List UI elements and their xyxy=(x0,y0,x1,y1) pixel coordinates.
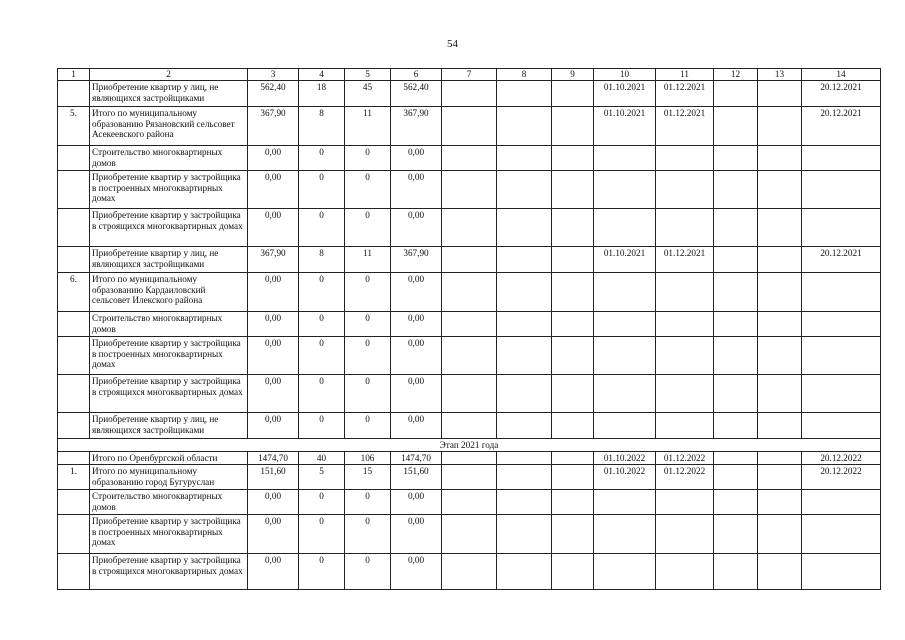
table-cell: 45 xyxy=(345,81,391,107)
table-cell xyxy=(594,413,656,439)
table-cell xyxy=(442,81,497,107)
table-cell xyxy=(714,337,758,375)
table-row xyxy=(58,490,881,515)
table-cell xyxy=(802,171,881,209)
column-number: 4 xyxy=(299,69,345,81)
row-description: Приобретение квартир у застройщика в построенных многоквартирных домах xyxy=(90,171,248,209)
table-row xyxy=(58,465,881,490)
row-description: Приобретение квартир у застройщика в строящихся многоквартирных домах xyxy=(90,554,248,590)
table-cell xyxy=(594,273,656,312)
table-cell: 0 xyxy=(345,490,391,515)
table-cell xyxy=(552,81,594,107)
table-cell xyxy=(802,413,881,439)
column-number: 6 xyxy=(391,69,442,81)
table-cell xyxy=(656,337,714,375)
table-cell xyxy=(552,413,594,439)
column-number-row xyxy=(58,69,881,81)
table-cell: 01.10.2022 xyxy=(594,465,656,490)
table-cell: 8 xyxy=(299,247,345,273)
table-cell xyxy=(497,490,552,515)
table-cell xyxy=(656,312,714,337)
table-cell xyxy=(442,337,497,375)
table-cell: 0 xyxy=(299,375,345,413)
table-cell xyxy=(497,273,552,312)
table-cell xyxy=(497,107,552,146)
table-cell xyxy=(656,515,714,554)
table-cell xyxy=(552,515,594,554)
table-cell: 20.12.2021 xyxy=(802,247,881,273)
table-cell xyxy=(656,209,714,247)
table-cell xyxy=(714,81,758,107)
table-cell xyxy=(497,375,552,413)
table-cell xyxy=(714,273,758,312)
table-cell xyxy=(594,209,656,247)
column-number: 7 xyxy=(442,69,497,81)
table-cell: 0,00 xyxy=(248,209,299,247)
table-cell: 01.12.2022 xyxy=(656,465,714,490)
table-cell: 8 xyxy=(299,107,345,146)
table-cell xyxy=(758,247,802,273)
table-cell xyxy=(758,465,802,490)
table-cell xyxy=(497,337,552,375)
stage-label: Этап 2021 года xyxy=(58,439,881,452)
table-cell: 562,40 xyxy=(391,81,442,107)
table-cell: 0 xyxy=(299,171,345,209)
row-index xyxy=(58,146,90,171)
table-cell xyxy=(442,273,497,312)
table-cell xyxy=(802,209,881,247)
table-cell: 20.12.2022 xyxy=(802,465,881,490)
table-cell xyxy=(802,490,881,515)
table-cell: 0 xyxy=(299,209,345,247)
table-cell xyxy=(802,375,881,413)
table-cell: 0 xyxy=(345,146,391,171)
column-number: 3 xyxy=(248,69,299,81)
row-index xyxy=(58,413,90,439)
page-number: 54 xyxy=(447,38,458,50)
table-cell xyxy=(497,515,552,554)
table-cell xyxy=(594,515,656,554)
table-cell: 1474,70 xyxy=(248,452,299,465)
table-cell: 0,00 xyxy=(248,171,299,209)
table-cell: 18 xyxy=(299,81,345,107)
table-cell xyxy=(656,413,714,439)
table-cell xyxy=(714,554,758,590)
table-cell: 0 xyxy=(345,312,391,337)
table-row xyxy=(58,171,881,209)
table-cell xyxy=(497,554,552,590)
table-cell xyxy=(594,171,656,209)
table-cell: 0,00 xyxy=(391,515,442,554)
table-cell xyxy=(442,515,497,554)
table-cell: 11 xyxy=(345,107,391,146)
table-cell: 0,00 xyxy=(391,337,442,375)
table-cell: 0,00 xyxy=(391,554,442,590)
table-cell xyxy=(552,171,594,209)
table-cell xyxy=(714,312,758,337)
table-row xyxy=(58,247,881,273)
table-cell xyxy=(802,554,881,590)
table-cell: 151,60 xyxy=(391,465,442,490)
table-cell xyxy=(442,554,497,590)
table-cell xyxy=(442,465,497,490)
table-cell xyxy=(552,375,594,413)
table-cell xyxy=(552,465,594,490)
table-cell xyxy=(714,107,758,146)
table-cell xyxy=(552,312,594,337)
column-number: 8 xyxy=(497,69,552,81)
table-cell xyxy=(714,452,758,465)
table-cell xyxy=(552,452,594,465)
row-index xyxy=(58,171,90,209)
program-table xyxy=(57,68,881,590)
table-cell xyxy=(758,490,802,515)
column-number: 12 xyxy=(714,69,758,81)
column-number: 13 xyxy=(758,69,802,81)
table-cell xyxy=(758,273,802,312)
table-row xyxy=(58,146,881,171)
table-cell: 0,00 xyxy=(248,312,299,337)
column-number: 1 xyxy=(58,69,90,81)
table-cell: 0 xyxy=(345,413,391,439)
row-description: Итого по муниципальному образованию Рязановский сельсовет Асекеевского района xyxy=(90,107,248,146)
table-cell xyxy=(552,554,594,590)
table-cell: 0 xyxy=(345,515,391,554)
row-index: 6. xyxy=(58,273,90,312)
table-cell xyxy=(758,337,802,375)
table-cell xyxy=(552,490,594,515)
table-cell: 20.12.2022 xyxy=(802,452,881,465)
row-description: Строительство многоквартирных домов xyxy=(90,490,248,515)
table-cell xyxy=(758,413,802,439)
table-cell xyxy=(497,247,552,273)
table-cell: 01.10.2021 xyxy=(594,81,656,107)
table-cell: 562,40 xyxy=(248,81,299,107)
table-cell: 0 xyxy=(345,337,391,375)
table-cell xyxy=(714,375,758,413)
table-cell xyxy=(497,312,552,337)
table-cell: 0 xyxy=(299,273,345,312)
table-cell xyxy=(758,146,802,171)
row-index: 1. xyxy=(58,465,90,490)
table-cell: 01.12.2021 xyxy=(656,81,714,107)
row-index xyxy=(58,209,90,247)
table-cell: 0 xyxy=(299,490,345,515)
table-cell: 367,90 xyxy=(391,107,442,146)
table-cell xyxy=(442,247,497,273)
table-cell: 20.12.2021 xyxy=(802,81,881,107)
table-cell xyxy=(758,515,802,554)
table-cell: 0 xyxy=(345,209,391,247)
table-cell xyxy=(714,209,758,247)
table-cell xyxy=(442,171,497,209)
table-cell xyxy=(714,413,758,439)
row-description: Приобретение квартир у застройщика в построенных многоквартирных домах xyxy=(90,515,248,554)
table-cell: 0,00 xyxy=(391,312,442,337)
table-cell xyxy=(594,337,656,375)
table-row xyxy=(58,375,881,413)
row-index xyxy=(58,375,90,413)
table-cell xyxy=(442,375,497,413)
table-cell: 11 xyxy=(345,247,391,273)
table-cell xyxy=(714,490,758,515)
row-description: Строительство многоквартирных домов xyxy=(90,146,248,171)
table-cell xyxy=(802,146,881,171)
table-cell xyxy=(552,337,594,375)
table-cell xyxy=(442,146,497,171)
table-cell xyxy=(758,375,802,413)
table-cell xyxy=(442,452,497,465)
table-row xyxy=(58,554,881,590)
table-cell xyxy=(442,312,497,337)
row-description: Приобретение квартир у застройщика в строящихся многоквартирных домах xyxy=(90,375,248,413)
row-description: Итого по муниципальному образованию город Бугуруслан xyxy=(90,465,248,490)
table-cell: 0,00 xyxy=(248,146,299,171)
table-cell xyxy=(594,375,656,413)
table-cell: 0,00 xyxy=(248,413,299,439)
table-cell xyxy=(552,107,594,146)
row-index xyxy=(58,312,90,337)
column-number: 11 xyxy=(656,69,714,81)
table-cell xyxy=(594,490,656,515)
table-cell: 5 xyxy=(299,465,345,490)
table-cell xyxy=(656,490,714,515)
row-index xyxy=(58,515,90,554)
row-description: Приобретение квартир у застройщика в построенных многоквартирных домах xyxy=(90,337,248,375)
table-cell xyxy=(442,490,497,515)
table-cell xyxy=(656,146,714,171)
table-cell: 367,90 xyxy=(248,107,299,146)
table-cell: 0,00 xyxy=(248,554,299,590)
table-cell xyxy=(656,554,714,590)
row-index xyxy=(58,452,90,465)
table-cell xyxy=(714,171,758,209)
row-index xyxy=(58,247,90,273)
stage-row xyxy=(58,439,881,452)
table-cell: 0 xyxy=(299,554,345,590)
table-cell: 1474,70 xyxy=(391,452,442,465)
row-index xyxy=(58,490,90,515)
table-row xyxy=(58,515,881,554)
table-cell xyxy=(758,312,802,337)
table-cell: 0 xyxy=(299,146,345,171)
table-cell xyxy=(656,375,714,413)
table-cell xyxy=(758,554,802,590)
table-cell: 0 xyxy=(299,515,345,554)
table-cell: 151,60 xyxy=(248,465,299,490)
column-number: 10 xyxy=(594,69,656,81)
table-cell xyxy=(497,413,552,439)
table-cell xyxy=(552,273,594,312)
table-cell xyxy=(442,209,497,247)
table-cell: 15 xyxy=(345,465,391,490)
table-cell: 0 xyxy=(345,171,391,209)
table-row xyxy=(58,209,881,247)
column-number: 14 xyxy=(802,69,881,81)
table-row xyxy=(58,312,881,337)
table-cell: 0,00 xyxy=(248,337,299,375)
column-number: 2 xyxy=(90,69,248,81)
column-number: 5 xyxy=(345,69,391,81)
table-cell: 0 xyxy=(345,273,391,312)
table-cell: 106 xyxy=(345,452,391,465)
table-cell: 0,00 xyxy=(391,490,442,515)
table-cell xyxy=(758,209,802,247)
table-cell: 0,00 xyxy=(391,171,442,209)
table-cell xyxy=(497,209,552,247)
row-description: Строительство многоквартирных домов xyxy=(90,312,248,337)
table-cell: 0,00 xyxy=(391,413,442,439)
table-cell: 01.10.2021 xyxy=(594,107,656,146)
table-cell: 20.12.2021 xyxy=(802,107,881,146)
table-cell xyxy=(714,146,758,171)
table-cell xyxy=(497,146,552,171)
table-cell xyxy=(497,452,552,465)
table-cell: 01.12.2021 xyxy=(656,107,714,146)
table-cell: 0 xyxy=(299,337,345,375)
table-cell: 0,00 xyxy=(248,375,299,413)
table-cell xyxy=(442,107,497,146)
table-cell: 0,00 xyxy=(391,375,442,413)
table-cell: 01.10.2021 xyxy=(594,247,656,273)
table-row xyxy=(58,107,881,146)
table-cell xyxy=(802,515,881,554)
table-cell xyxy=(594,554,656,590)
table-cell xyxy=(552,209,594,247)
table-cell: 0,00 xyxy=(248,273,299,312)
table-cell xyxy=(656,273,714,312)
row-description: Итого по Оренбургской области xyxy=(90,452,248,465)
table-cell xyxy=(802,337,881,375)
table-row xyxy=(58,413,881,439)
table-cell xyxy=(758,81,802,107)
row-index xyxy=(58,554,90,590)
table-cell: 0,00 xyxy=(391,273,442,312)
table-row xyxy=(58,452,881,465)
table-cell: 0 xyxy=(345,554,391,590)
table-cell: 0 xyxy=(299,312,345,337)
table-cell: 40 xyxy=(299,452,345,465)
table-cell: 367,90 xyxy=(248,247,299,273)
table-cell xyxy=(714,247,758,273)
table-cell: 0,00 xyxy=(391,146,442,171)
table-cell xyxy=(497,465,552,490)
table-cell xyxy=(594,312,656,337)
table-row xyxy=(58,273,881,312)
table-cell: 0,00 xyxy=(391,209,442,247)
table-cell: 0 xyxy=(345,375,391,413)
table-cell xyxy=(442,413,497,439)
row-index xyxy=(58,81,90,107)
column-number: 9 xyxy=(552,69,594,81)
table-cell: 0,00 xyxy=(248,490,299,515)
table-row xyxy=(58,337,881,375)
table-cell xyxy=(758,107,802,146)
table-cell xyxy=(758,452,802,465)
table-cell xyxy=(714,465,758,490)
table-cell xyxy=(656,171,714,209)
table-cell xyxy=(552,146,594,171)
row-description: Приобретение квартир у лиц, не являющихся застройщиками xyxy=(90,81,248,107)
row-description: Итого по муниципальному образованию Кардаиловский сельсовет Илекского района xyxy=(90,273,248,312)
table-cell xyxy=(714,515,758,554)
table-cell: 0 xyxy=(299,413,345,439)
row-index: 5. xyxy=(58,107,90,146)
table-cell xyxy=(497,81,552,107)
table-cell xyxy=(758,171,802,209)
table-cell xyxy=(802,273,881,312)
table-cell: 0,00 xyxy=(248,515,299,554)
table-cell xyxy=(594,146,656,171)
table-cell: 01.12.2022 xyxy=(656,452,714,465)
row-index xyxy=(58,337,90,375)
table-cell: 01.10.2022 xyxy=(594,452,656,465)
table-cell: 01.12.2021 xyxy=(656,247,714,273)
table-cell: 367,90 xyxy=(391,247,442,273)
row-description: Приобретение квартир у застройщика в строящихся многоквартирных домах xyxy=(90,209,248,247)
table-row xyxy=(58,81,881,107)
row-description: Приобретение квартир у лиц, не являющихся застройщиками xyxy=(90,247,248,273)
table-cell xyxy=(497,171,552,209)
row-description: Приобретение квартир у лиц, не являющихся застройщиками xyxy=(90,413,248,439)
table-cell xyxy=(552,247,594,273)
table-cell xyxy=(802,312,881,337)
